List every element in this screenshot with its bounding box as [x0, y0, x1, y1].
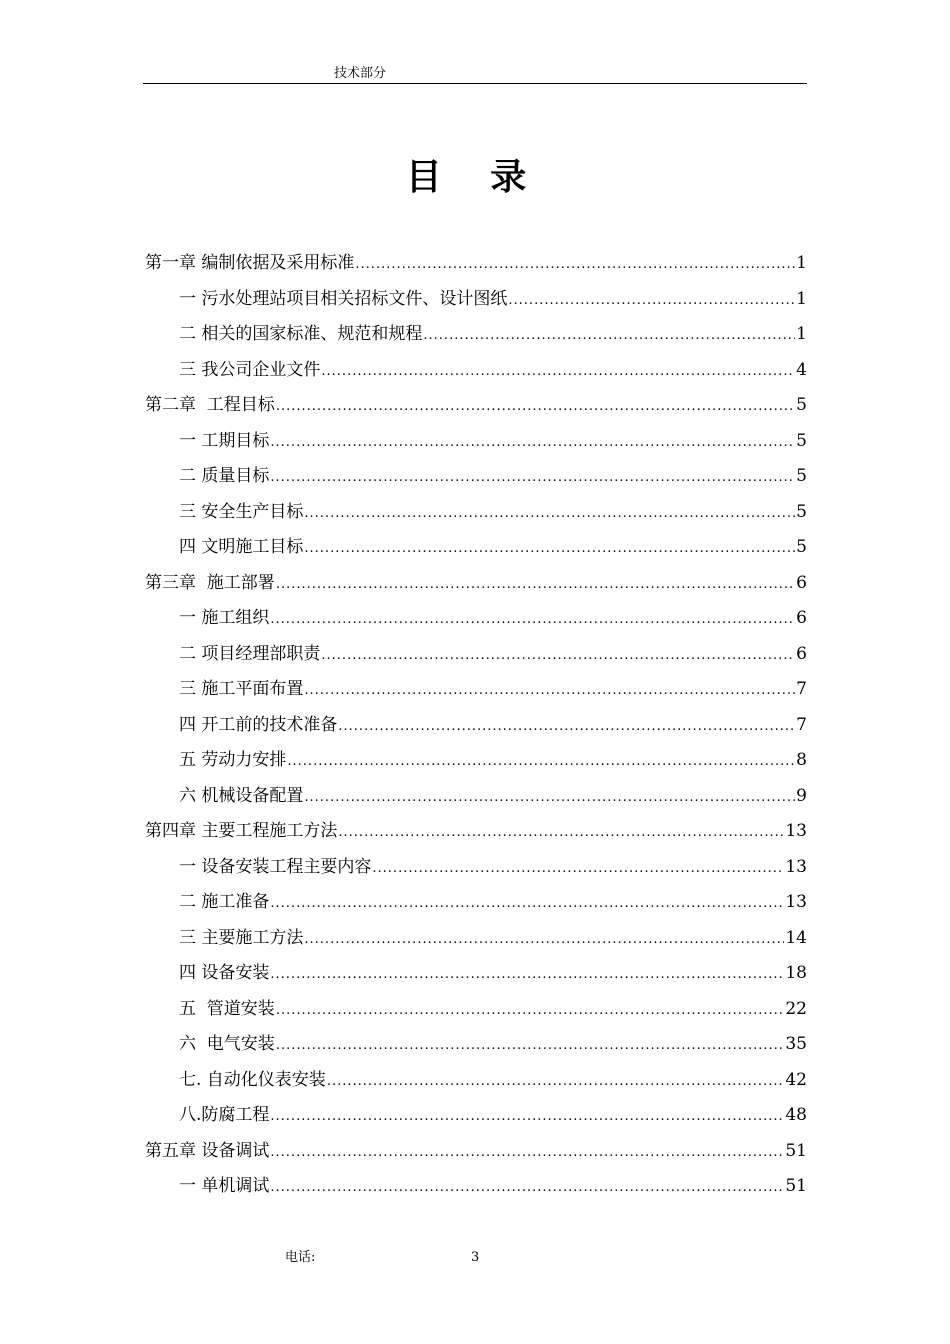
- toc-entry-page-number: 35: [785, 1034, 807, 1054]
- toc-entry-label: 七. 自动化仪表安装: [179, 1069, 326, 1090]
- toc-entry-label: 二 质量目标: [179, 466, 270, 486]
- toc-entry-label: 一 单机调试: [179, 1176, 270, 1196]
- toc-section-entry[interactable]: [145, 850, 807, 886]
- toc-entry-label: 五 劳动力安排: [179, 750, 287, 770]
- toc-dot-leader: [270, 957, 784, 993]
- toc-entry-page-number: 18: [785, 963, 807, 983]
- toc-section-entry[interactable]: [145, 601, 807, 637]
- toc-entry-label: 四 设备安装: [179, 963, 270, 983]
- toc-entry-page-number: 1: [796, 253, 807, 273]
- toc-chapter-entry[interactable]: [145, 246, 807, 282]
- toc-entry-label: 第二章 工程目标: [145, 395, 275, 415]
- toc-section-entry[interactable]: [145, 459, 807, 495]
- toc-entry-label: 二 施工准备: [179, 892, 270, 912]
- toc-entry-label: 三 安全生产目标: [179, 501, 304, 522]
- toc-dot-leader: [270, 425, 795, 461]
- toc-section-entry[interactable]: [145, 495, 807, 531]
- toc-dot-leader: [423, 318, 795, 354]
- toc-entry-page-number: 8: [796, 750, 807, 770]
- toc-section-entry[interactable]: [145, 1169, 807, 1205]
- toc-entry-label: 一 工期目标: [179, 430, 270, 451]
- toc-chapter-entry[interactable]: [145, 566, 807, 602]
- toc-entry-page-number: 7: [796, 714, 807, 735]
- footer-phone-label: 电话:: [285, 1250, 316, 1265]
- toc-entry-page-number: 51: [785, 1140, 807, 1161]
- toc-dot-leader: [287, 744, 795, 780]
- toc-entry-label: 三 主要施工方法: [179, 927, 304, 948]
- toc-entry-page-number: 6: [796, 643, 807, 664]
- toc-section-entry[interactable]: [145, 530, 807, 566]
- toc-section-entry[interactable]: [145, 672, 807, 708]
- toc-entry-page-number: 5: [796, 537, 807, 557]
- toc-section-entry[interactable]: [145, 1027, 807, 1063]
- toc-entry-page-number: 5: [796, 395, 807, 415]
- running-header: 技术部分: [334, 66, 387, 81]
- toc-entry-page-number: 22: [785, 998, 807, 1019]
- toc-section-entry[interactable]: [145, 743, 807, 779]
- toc-entry-label: 五 管道安装: [179, 998, 275, 1019]
- toc-section-entry[interactable]: [145, 1063, 807, 1099]
- toc-dot-leader: [327, 1064, 785, 1100]
- toc-dot-leader: [321, 354, 795, 390]
- toc-entry-label: 二 项目经理部职责: [179, 643, 321, 664]
- toc-dot-leader: [270, 886, 784, 922]
- toc-entry-page-number: 13: [785, 892, 807, 912]
- toc-entry-label: 三 我公司企业文件: [179, 359, 321, 380]
- toc-entry-page-number: 6: [796, 608, 807, 628]
- page-title: 目 录: [405, 157, 545, 198]
- toc-section-entry[interactable]: [145, 885, 807, 921]
- toc-chapter-entry[interactable]: [145, 388, 807, 424]
- toc-entry-page-number: 51: [785, 1176, 807, 1196]
- toc-dot-leader: [270, 1135, 784, 1171]
- toc-entry-page-number: 7: [796, 679, 807, 699]
- header-rule: [143, 83, 807, 84]
- toc-section-entry[interactable]: [145, 424, 807, 460]
- table-of-contents: [145, 246, 807, 1205]
- toc-section-entry[interactable]: [145, 353, 807, 389]
- toc-entry-label: 六 电气安装: [179, 1034, 275, 1054]
- toc-dot-leader: [372, 851, 784, 887]
- toc-entry-page-number: 9: [796, 785, 807, 806]
- toc-entry-label: 三 施工平面布置: [179, 679, 304, 699]
- toc-entry-label: 六 机械设备配置: [179, 785, 304, 806]
- toc-section-entry[interactable]: [145, 779, 807, 815]
- toc-section-entry[interactable]: [145, 637, 807, 673]
- toc-entry-page-number: 1: [796, 288, 807, 309]
- footer-page-number: 3: [471, 1250, 480, 1265]
- toc-dot-leader: [338, 709, 795, 745]
- toc-dot-leader: [276, 1028, 785, 1064]
- toc-dot-leader: [270, 1099, 784, 1135]
- toc-entry-label: 一 施工组织: [179, 608, 270, 628]
- toc-entry-page-number: 42: [785, 1069, 807, 1090]
- toc-entry-page-number: 13: [785, 821, 807, 841]
- toc-section-entry[interactable]: [145, 282, 807, 318]
- toc-section-entry[interactable]: [145, 921, 807, 957]
- toc-entry-page-number: 48: [785, 1105, 807, 1125]
- toc-entry-label: 四 文明施工目标: [179, 537, 304, 557]
- toc-dot-leader: [304, 531, 795, 567]
- toc-entry-label: 第四章 主要工程施工方法: [145, 821, 338, 841]
- toc-entry-page-number: 5: [796, 501, 807, 522]
- toc-dot-leader: [508, 283, 795, 319]
- toc-entry-label: 第五章 设备调试: [145, 1140, 270, 1161]
- toc-dot-leader: [304, 780, 795, 816]
- toc-section-entry[interactable]: [145, 956, 807, 992]
- toc-section-entry[interactable]: [145, 1098, 807, 1134]
- toc-section-entry[interactable]: [145, 317, 807, 353]
- toc-dot-leader: [321, 638, 795, 674]
- toc-entry-page-number: 14: [785, 927, 807, 948]
- toc-dot-leader: [270, 1170, 784, 1206]
- toc-entry-label: 四 开工前的技术准备: [179, 714, 338, 735]
- toc-section-entry[interactable]: [145, 708, 807, 744]
- toc-entry-label: 一 设备安装工程主要内容: [179, 856, 372, 877]
- toc-dot-leader: [304, 922, 784, 958]
- toc-dot-leader: [276, 567, 795, 603]
- toc-entry-page-number: 13: [785, 856, 807, 877]
- toc-entry-label: 第三章 施工部署: [145, 572, 275, 593]
- toc-chapter-entry[interactable]: [145, 1134, 807, 1170]
- toc-entry-label: 八.防腐工程: [179, 1105, 270, 1125]
- toc-entry-label: 第一章 编制依据及采用标准: [145, 253, 355, 273]
- toc-dot-leader: [270, 460, 795, 496]
- toc-entry-page-number: 5: [796, 430, 807, 451]
- toc-dot-leader: [304, 496, 795, 532]
- toc-chapter-entry[interactable]: [145, 814, 807, 850]
- toc-section-entry[interactable]: [145, 992, 807, 1028]
- toc-entry-page-number: 1: [796, 324, 807, 344]
- toc-entry-label: 二 相关的国家标准、规范和规程: [179, 324, 423, 344]
- toc-entry-label: 一 污水处理站项目相关招标文件、设计图纸: [179, 288, 508, 309]
- toc-entry-page-number: 5: [796, 466, 807, 486]
- toc-dot-leader: [270, 602, 795, 638]
- toc-dot-leader: [338, 815, 784, 851]
- toc-entry-page-number: 6: [796, 572, 807, 593]
- toc-dot-leader: [276, 389, 795, 425]
- toc-dot-leader: [276, 993, 785, 1029]
- toc-entry-page-number: 4: [796, 359, 807, 380]
- toc-dot-leader: [355, 247, 795, 283]
- toc-dot-leader: [304, 673, 795, 709]
